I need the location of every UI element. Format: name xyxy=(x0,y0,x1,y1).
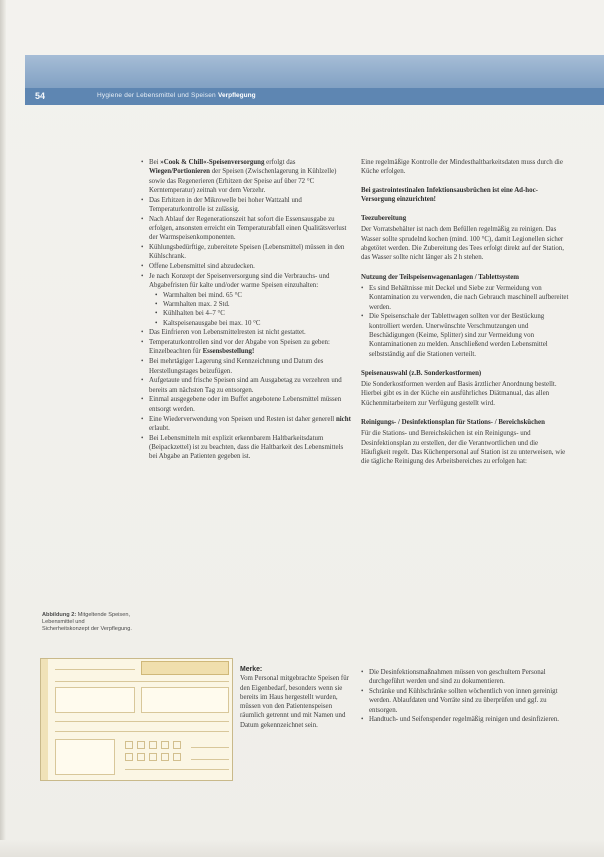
form-cell xyxy=(137,753,145,761)
form-header-box xyxy=(141,661,229,675)
running-header xyxy=(25,88,604,105)
list-item xyxy=(141,338,351,357)
list-item-text: Bei mehrtägiger Lagerung sind Kennzeichnung und Datum des Herstellungstages beizufügen. xyxy=(149,358,324,375)
form-cell xyxy=(149,741,157,749)
form-line xyxy=(55,669,135,670)
list-item-bold: Wiegen/Portionieren xyxy=(149,168,210,176)
list-item-text: Temperaturkontrollen sind vor der Abgabe von Speisen zu geben: Einzelbeachten für xyxy=(149,339,330,356)
form-cell xyxy=(137,741,145,749)
figure-caption-text: Mitgeltende Speisen, Lebensmittel und Sicherheitskonzept der Verpflegung. xyxy=(42,612,132,632)
list-item xyxy=(141,328,351,337)
sub-list-item: • Kaltspeisenausgabe bei max. 10 °C xyxy=(155,319,351,328)
list-item xyxy=(141,357,351,376)
list-item: • Die Speisenschale der Tablettwagen sollten vor der Bestückung kontrolliert werden. Unerwünschte Verschmutzungen und Beschädigungen (Keime, Splitter) sind zur Vermeidung von Kontaminationen zu melden. Anschließend werden Lebensmittel selbstständig auf die Stationen verteilt. xyxy=(361,312,569,358)
section-bullets xyxy=(361,284,569,359)
list-item-text: Aufgetaute und frische Speisen sind am Ausgabetag zu verzehren und bereits am nächsten Tag zu entsorgen. xyxy=(149,377,342,394)
sub-list-item: • Warmhalten bei mind. 65 °C xyxy=(155,291,351,300)
list-item: • Es sind Behältnisse mit Deckel und Siebe zur Vermeidung von Kontamination zu verwenden, die nach Gebrauch maschinell aufbereitet werden. xyxy=(361,284,569,312)
list-item: • Schränke und Kühlschränke sollten wöchentlich von innen gereinigt werden. Ablaufdaten und Vorräte sind zu überprüfen und ggf. zu entsorgen. xyxy=(361,687,569,715)
form-image xyxy=(40,658,233,781)
list-item xyxy=(141,243,351,262)
list-item-text: Je nach Konzept der Speisenversorgung sind die Verbrauchs- und Abgabefristen für kalte und/oder warme Speisen einzuhalten: xyxy=(149,273,330,290)
left-bullet-list xyxy=(141,158,351,462)
merke-text: Vom Personal mitgebrachte Speisen für den Eigenbedarf, besonders wenn sie bereits im Haus hergestellt wurden, müssen von den Patientenspeisen räumlich getrennt und mit Namen und Datum gekennzeichnet sein. xyxy=(240,675,349,729)
right-sections xyxy=(361,186,569,467)
section-heading: Speisenauswahl (z.B. Sonderkostformen) xyxy=(361,369,482,377)
form-line xyxy=(55,731,229,732)
form-line xyxy=(55,681,229,682)
figure-caption xyxy=(42,612,132,633)
merke-title: Merke: xyxy=(240,666,263,673)
section-heading: Bei gastrointestinalen Infektionsausbrüchen ist eine Ad-hoc-Versorgung einzurichten! xyxy=(361,186,538,203)
list-item-text: Nach Ablauf der Regenerationszeit hat sofort die Essensausgabe zu erfolgen, ansonsten erreicht ein Temperaturabfall einen Qualitätsverlust der Warmspeisenkomponenten. xyxy=(149,215,347,242)
list-item-text: Bei xyxy=(149,159,161,166)
list-item xyxy=(141,158,351,195)
sub-list-item: • Warmhalten max. 2 Std. xyxy=(155,300,351,309)
list-item-text: erfolgt das xyxy=(264,159,296,166)
list-item-text: Das Erhitzen in der Mikrowelle bei hoher Wattzahl und Temperaturkontrolle ist zulässig. xyxy=(149,196,302,213)
sub-list-item: • Kühlhalten bei 4–7 °C xyxy=(155,309,351,318)
right-bottom-list xyxy=(361,668,569,725)
list-item xyxy=(141,395,351,414)
form-box xyxy=(55,739,115,775)
list-item xyxy=(141,272,351,328)
form-box xyxy=(141,687,229,713)
page-number: 54 xyxy=(35,91,46,101)
list-item-bold: nicht xyxy=(335,415,351,423)
form-line xyxy=(55,721,229,722)
merke-box xyxy=(240,665,352,732)
list-item-bold: »Cook & Chill«-Speisenversorgung xyxy=(160,159,265,166)
section-text: Die Sonderkostformen werden auf Basis ärztlicher Anordnung bestellt. Hierbei gibt es in der Küche ein ausführliches Diätmanual, das allen Küchenmitarbeitern zur Verfügung gestellt wird. xyxy=(361,381,557,407)
list-item xyxy=(141,196,351,215)
scan-edge xyxy=(0,0,6,857)
figure-label: Abbildung 2: xyxy=(42,612,77,618)
list-item xyxy=(141,434,351,462)
form-cell xyxy=(173,753,181,761)
list-item xyxy=(141,262,351,271)
list-item-text: Einmal ausgegebene oder im Buffet angebotene Lebensmittel müssen entsorgt werden. xyxy=(149,396,342,413)
form-cell xyxy=(125,753,133,761)
list-item-text: der Speisen (Zwischenlagerung in Kühlzelle) sowie das Regenerieren (Erhitzen der Speise auf über 72 °C Kerntemperatur) zeitnah vor dem Verzehr. xyxy=(149,168,337,194)
list-item xyxy=(141,215,351,243)
list-item-text: Eine Wiederverwendung von Speisen und Resten ist daher generell xyxy=(149,415,336,423)
right-intro-text: Eine regelmäßige Kontrolle der Mindesthaltbarkeitsdaten muss durch die Küche erfolgen. xyxy=(361,159,563,176)
form-cell xyxy=(161,741,169,749)
form-side-strip xyxy=(41,659,48,780)
section-heading: Nutzung der Teilspeisenwagenanlagen / Tablettsystem xyxy=(361,273,519,281)
chapter-label: Verpflegung xyxy=(218,92,256,99)
section-heading: Teezubereitung xyxy=(361,215,407,223)
form-line xyxy=(191,759,229,760)
page-bottom-shade xyxy=(0,840,604,857)
list-item-text: erlaubt. xyxy=(149,424,170,432)
section-text: Der Vorratsbehälter ist nach dem Befüllen regelmäßig zu reinigen. Das Wasser sollte sprudelnd kochen (mind. 100 °C), damit Legionellen sicher abgetötet werden. Die Zubereitung des Tees erfolgt direkt auf der Station, das Wasser sollte nicht länger als 2 h stehen. xyxy=(361,226,564,262)
form-cell xyxy=(161,753,169,761)
form-box xyxy=(55,687,135,713)
form-cell xyxy=(125,741,133,749)
list-item xyxy=(141,376,351,395)
list-item-bold: Essensbestellung! xyxy=(202,348,255,356)
list-item-text: Bei Lebensmitteln mit explizit erkennbarem Haltbarkeitsdatum (Beipackzettel) ist zu beachten, dass die Haltbarkeit des Lebensmittels bei Abgabe an Patienten gegeben ist. xyxy=(149,434,344,461)
section-heading: Reinigungs- / Desinfektionsplan für Stations- / Bereichsküchen xyxy=(361,419,545,427)
list-item: • Die Desinfektionsmaßnahmen müssen von geschultem Personal durchgeführt werden und sind zu dokumentieren. xyxy=(361,668,569,687)
list-item-text: Das Einfrieren von Lebensmittelresten ist nicht gestattet. xyxy=(149,329,306,337)
running-head-title: Hygiene der Lebensmittel und Speisen xyxy=(97,92,216,99)
form-cell xyxy=(149,753,157,761)
form-cell xyxy=(173,741,181,749)
list-item-text: Offene Lebensmittel sind abzudecken. xyxy=(149,263,255,271)
list-item-text: Kühlungsbedürftige, zubereitete Speisen (Lebensmittel) müssen in den Kühlschrank. xyxy=(149,244,345,261)
form-line xyxy=(191,747,229,748)
left-column xyxy=(141,158,351,462)
list-item xyxy=(141,415,351,434)
right-bottom-bullets xyxy=(361,668,569,725)
list-item: • Handtuch- und Seifenspender regelmäßig reinigen und desinfizieren. xyxy=(361,715,569,724)
section-text: Für die Stations- und Bereichsküchen ist ein Reinigungs- und Desinfektionsplan zu erstellen, der die Verantwortlichen und die Häufigkeit regelt. Das Küchenpersonal auf Station ist zu unterweisen, wie die tägliche Reinigung des Arbeitsbereiches zu erfolgen hat: xyxy=(361,430,566,466)
form-line xyxy=(125,769,229,770)
sub-list xyxy=(155,291,351,328)
right-column xyxy=(361,158,569,469)
